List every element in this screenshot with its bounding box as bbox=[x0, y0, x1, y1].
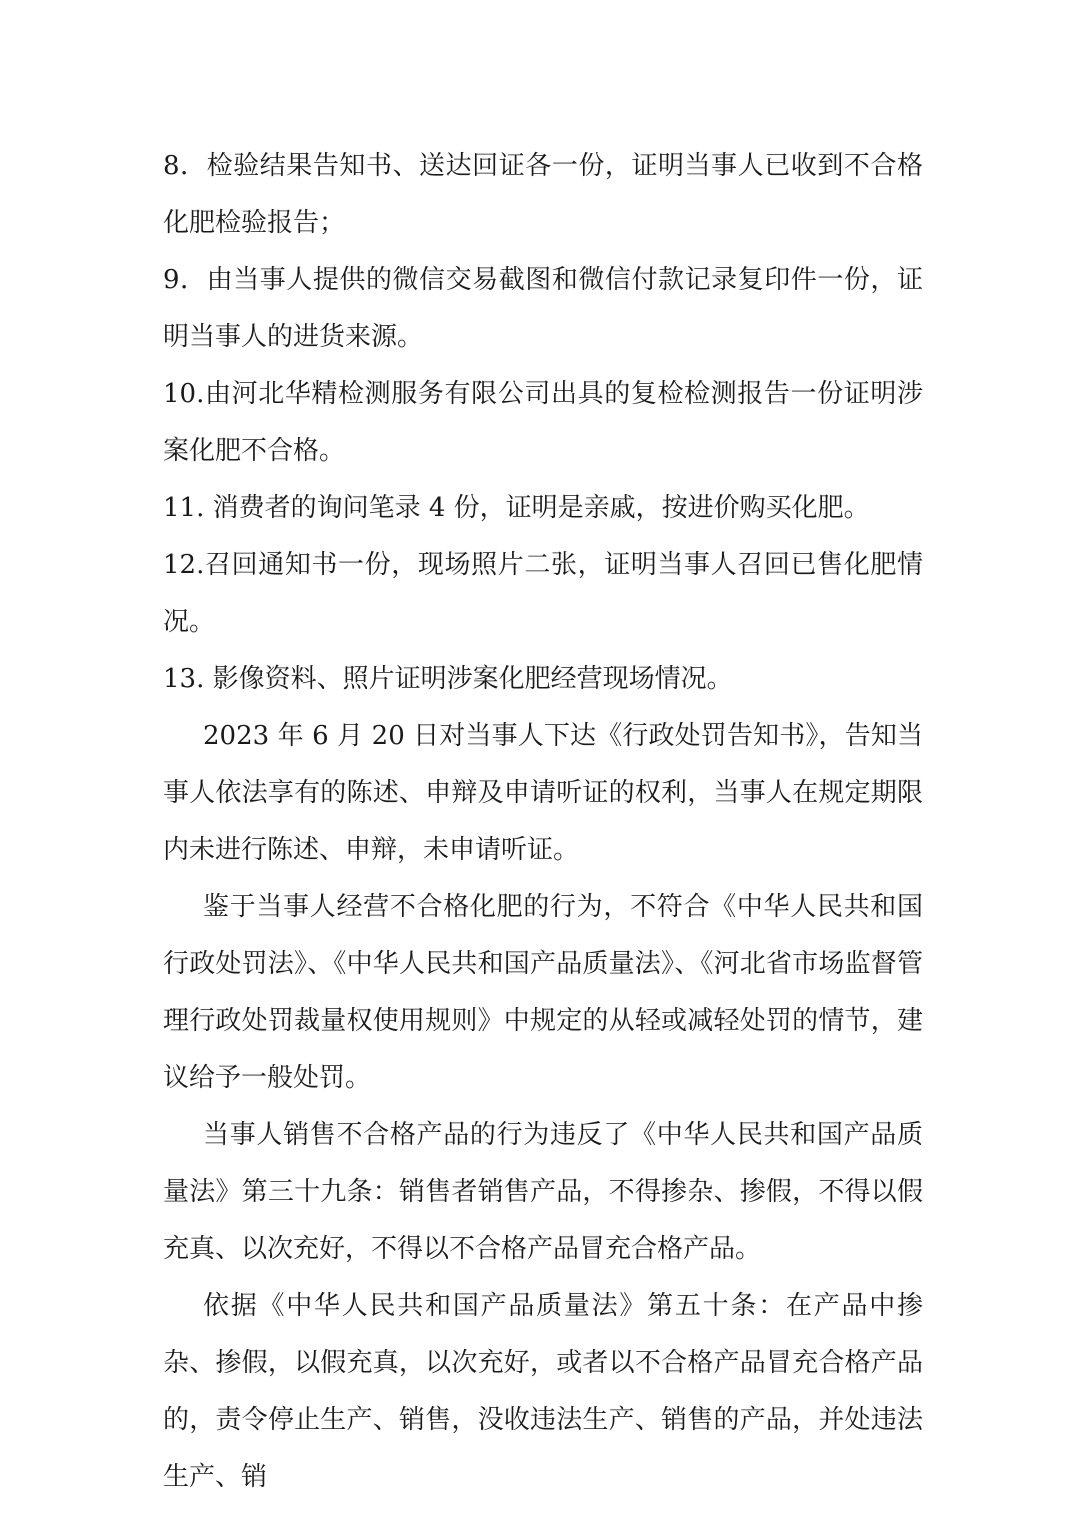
evidence-item-12: 12.召回通知书一份，现场照片二张，证明当事人召回已售化肥情况。 bbox=[163, 550, 923, 637]
evidence-item-10: 10.由河北华精检测服务有限公司出具的复检检测报告一份证明涉案化肥不合格。 bbox=[163, 379, 923, 466]
paragraph-penalty-recommendation: 鉴于当事人经营不合格化肥的行为，不符合《中华人民共和国行政处罚法》、《中华人民共和国产品质量法》、《河北省市场监督管理行政处罚裁量权使用规则》中规定的从轻或减轻处罚的情节，建议给予一般处罚。 bbox=[163, 892, 923, 1093]
paragraph-notice: 2023 年 6 月 20 日对当事人下达《行政处罚告知书》，告知当事人依法享有的陈述、申辩及申请听证的权利，当事人在规定期限内未进行陈述、申辩，未申请听证。 bbox=[163, 721, 923, 865]
document-body bbox=[163, 138, 923, 1506]
evidence-item-13: 13. 影像资料、照片证明涉案化肥经营现场情况。 bbox=[163, 664, 733, 694]
evidence-item-9: 9．由当事人提供的微信交易截图和微信付款记录复印件一份，证明当事人的进货来源。 bbox=[163, 265, 923, 352]
paragraph-violation: 当事人销售不合格产品的行为违反了《中华人民共和国产品质量法》第三十九条：销售者销售产品，不得掺杂、掺假，不得以假充真、以次充好，不得以不合格产品冒充合格产品。 bbox=[163, 1120, 923, 1264]
evidence-item-8: 8．检验结果告知书、送达回证各一份，证明当事人已收到不合格化肥检验报告； bbox=[163, 151, 923, 238]
paragraph-legal-basis: 依据《中华人民共和国产品质量法》第五十条：在产品中掺杂、掺假，以假充真，以次充好，或者以不合格产品冒充合格产品的，责令停止生产、销售，没收违法生产、销售的产品，并处违法生产、销 bbox=[163, 1291, 923, 1492]
evidence-item-11: 11. 消费者的询问笔录 4 份，证明是亲戚，按进价购买化肥。 bbox=[163, 493, 870, 523]
